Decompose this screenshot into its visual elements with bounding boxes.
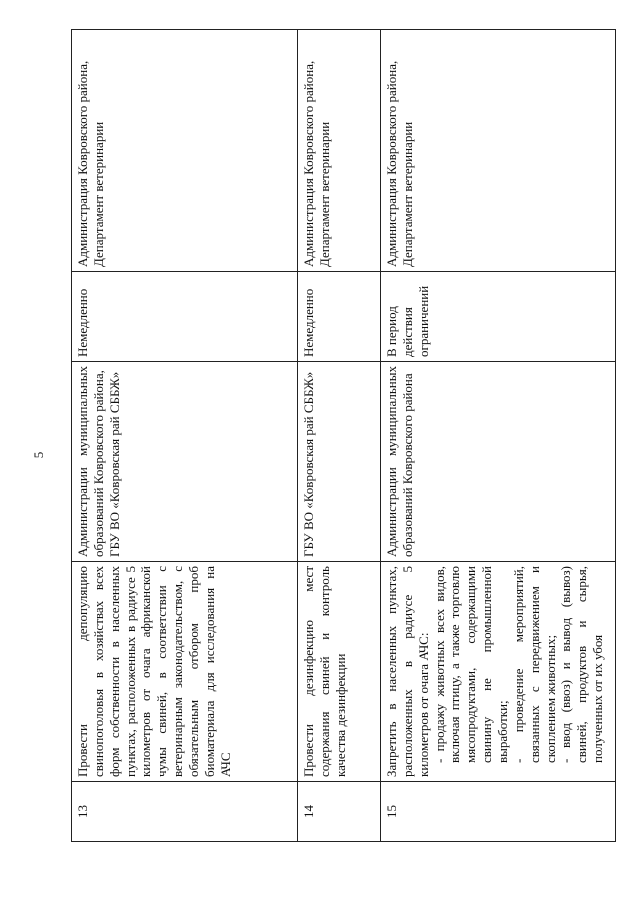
responsible-cell-text: Администрации муниципальных образований Ковровского района, <box>75 366 106 557</box>
control-cell-text: Администрация Ковровского района, <box>384 60 399 267</box>
rotated-table-container <box>71 30 615 842</box>
deadline-cell-text: Немедленно <box>75 288 90 357</box>
measure-cell-text: - ввод (ввоз) и вывод (вывоз) свиней, продуктов и сырья, полученных от их убоя <box>558 566 606 763</box>
responsible-cell-text: Администрации муниципальных образований Ковровского района <box>384 366 415 557</box>
measure-cell-text: Запретить в населенных пунктах, расположенных в радиусе 5 километров от очага АЧС: <box>384 566 431 777</box>
control-cell-text: Департамент ветеринарии <box>399 121 415 267</box>
responsible-cell-text: ГБУ ВО «Ковровская рай СББЖ» <box>301 371 316 557</box>
responsible-cell <box>298 362 381 562</box>
row-number-cell: 13 <box>72 782 298 842</box>
row-number-cell: 14 <box>298 782 381 842</box>
measure-cell-text: Провести депопуляцию свинопоголовья в хозяйствах всех форм собственности в населенных пунктах, расположенных в радиусе 5 километров от очага африканской чумы свиней, в соответствии с ветеринарным законодательством, с обязательным отбором проб биоматериала для исследования на АЧС <box>75 566 233 777</box>
responsible-cell <box>72 362 298 562</box>
control-cell-text: Департамент ветеринарии <box>316 121 332 267</box>
control-cell-text: Администрация Ковровского района, <box>301 60 316 267</box>
row-number-cell: 15 <box>381 782 616 842</box>
control-cell <box>381 30 616 272</box>
measure-cell <box>298 562 381 782</box>
measures-table <box>71 29 616 842</box>
control-cell <box>72 30 298 272</box>
control-cell-text: Администрация Ковровского района, <box>75 60 90 267</box>
measure-cell-text: - продажу животных всех видов, включая птицу, а также торговлю мясопродуктами, содержащими свинину не промышленной выработки; <box>431 566 511 763</box>
control-cell-text: Департамент ветеринарии <box>90 121 106 267</box>
measure-cell-text: - проведение мероприятий, связанных с передвижением и скоплением животных; <box>510 566 558 763</box>
deadline-cell <box>298 272 381 362</box>
table-row <box>72 30 298 842</box>
responsible-cell <box>381 362 616 562</box>
deadline-cell-text: Немедленно <box>301 288 316 357</box>
table-row <box>381 30 616 842</box>
page-number: 5 <box>31 451 46 459</box>
measure-cell-text: Провести дезинфекцию мест содержания свиней и контроль качества дезинфекции <box>301 566 348 777</box>
deadline-cell-text: В период действия ограничений <box>384 285 431 357</box>
measure-cell <box>381 562 616 782</box>
responsible-cell-text: ГБУ ВО «Ковровская рай СББЖ» <box>106 371 122 557</box>
control-cell <box>298 30 381 272</box>
table-row <box>298 30 381 842</box>
measure-cell <box>72 562 298 782</box>
deadline-cell <box>72 272 298 362</box>
deadline-cell <box>381 272 616 362</box>
